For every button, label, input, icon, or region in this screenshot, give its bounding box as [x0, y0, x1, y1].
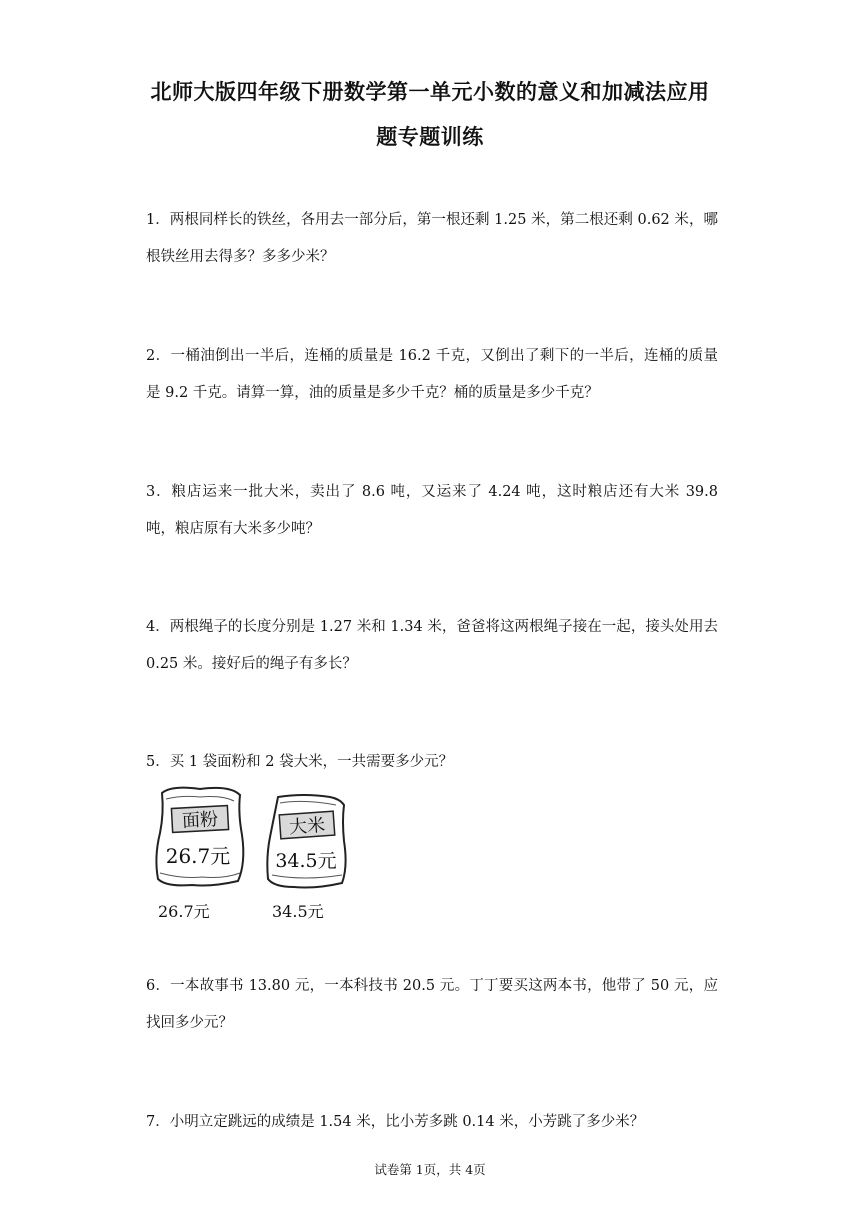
- page-title-line-2: 题专题训练: [376, 125, 484, 149]
- question-2: 2．一桶油倒出一半后，连桶的质量是 16.2 千克，又倒出了剩下的一半后，连桶的质量是 9.2 千克。请算一算，油的质量是多少千克？桶的质量是多少千克？: [146, 348, 718, 401]
- question-4: 4．两根绳子的长度分别是 1.27 米和 1.34 米，爸爸将这两根绳子接在一起，接头处用去 0.25 米。接好后的绳子有多长？: [146, 619, 718, 672]
- flour-bag-icon: [152, 783, 248, 889]
- page-footer: 试卷第 1页，共 4页: [374, 1162, 486, 1177]
- question-5: 5．买 1 袋面粉和 2 袋大米，一共需要多少元？: [146, 754, 454, 770]
- rice-bag-tag-price: 34.5元: [275, 850, 337, 872]
- flour-bag-tag-price: 26.7元: [165, 844, 231, 868]
- rice-bag: [264, 791, 350, 891]
- question-3: 3．粮店运来一批大米，卖出了 8.6 吨，又运来了 4.24 吨，这时粮店还有大米 39.8 吨，粮店原有大米多少吨？: [146, 484, 718, 537]
- flour-bag: [152, 783, 248, 889]
- rice-bag-name: 大米: [288, 814, 326, 839]
- question-1: 1．两根同样长的铁丝，各用去一部分后，第一根还剩 1.25 米，第二根还剩 0.62 米，哪根铁丝用去得多？多多少米？: [146, 212, 718, 265]
- page-title-line-1: 北师大版四年级下册数学第一单元小数的意义和加减法应用: [150, 80, 710, 104]
- question-6: 6．一本故事书 13.80 元，一本科技书 20.5 元。丁丁要买这两本书，他带了 50 元，应找回多少元？: [146, 978, 718, 1031]
- rice-bag-icon: [264, 791, 350, 891]
- flour-price-caption: 26.7元: [158, 902, 210, 921]
- flour-bag-name: 面粉: [181, 809, 219, 832]
- bag-illustration: [152, 783, 382, 928]
- question-7: 7．小明立定跳远的成绩是 1.54 米，比小芳多跳 0.14 米，小芳跳了多少米？: [146, 1114, 645, 1130]
- rice-price-caption: 34.5元: [272, 902, 324, 921]
